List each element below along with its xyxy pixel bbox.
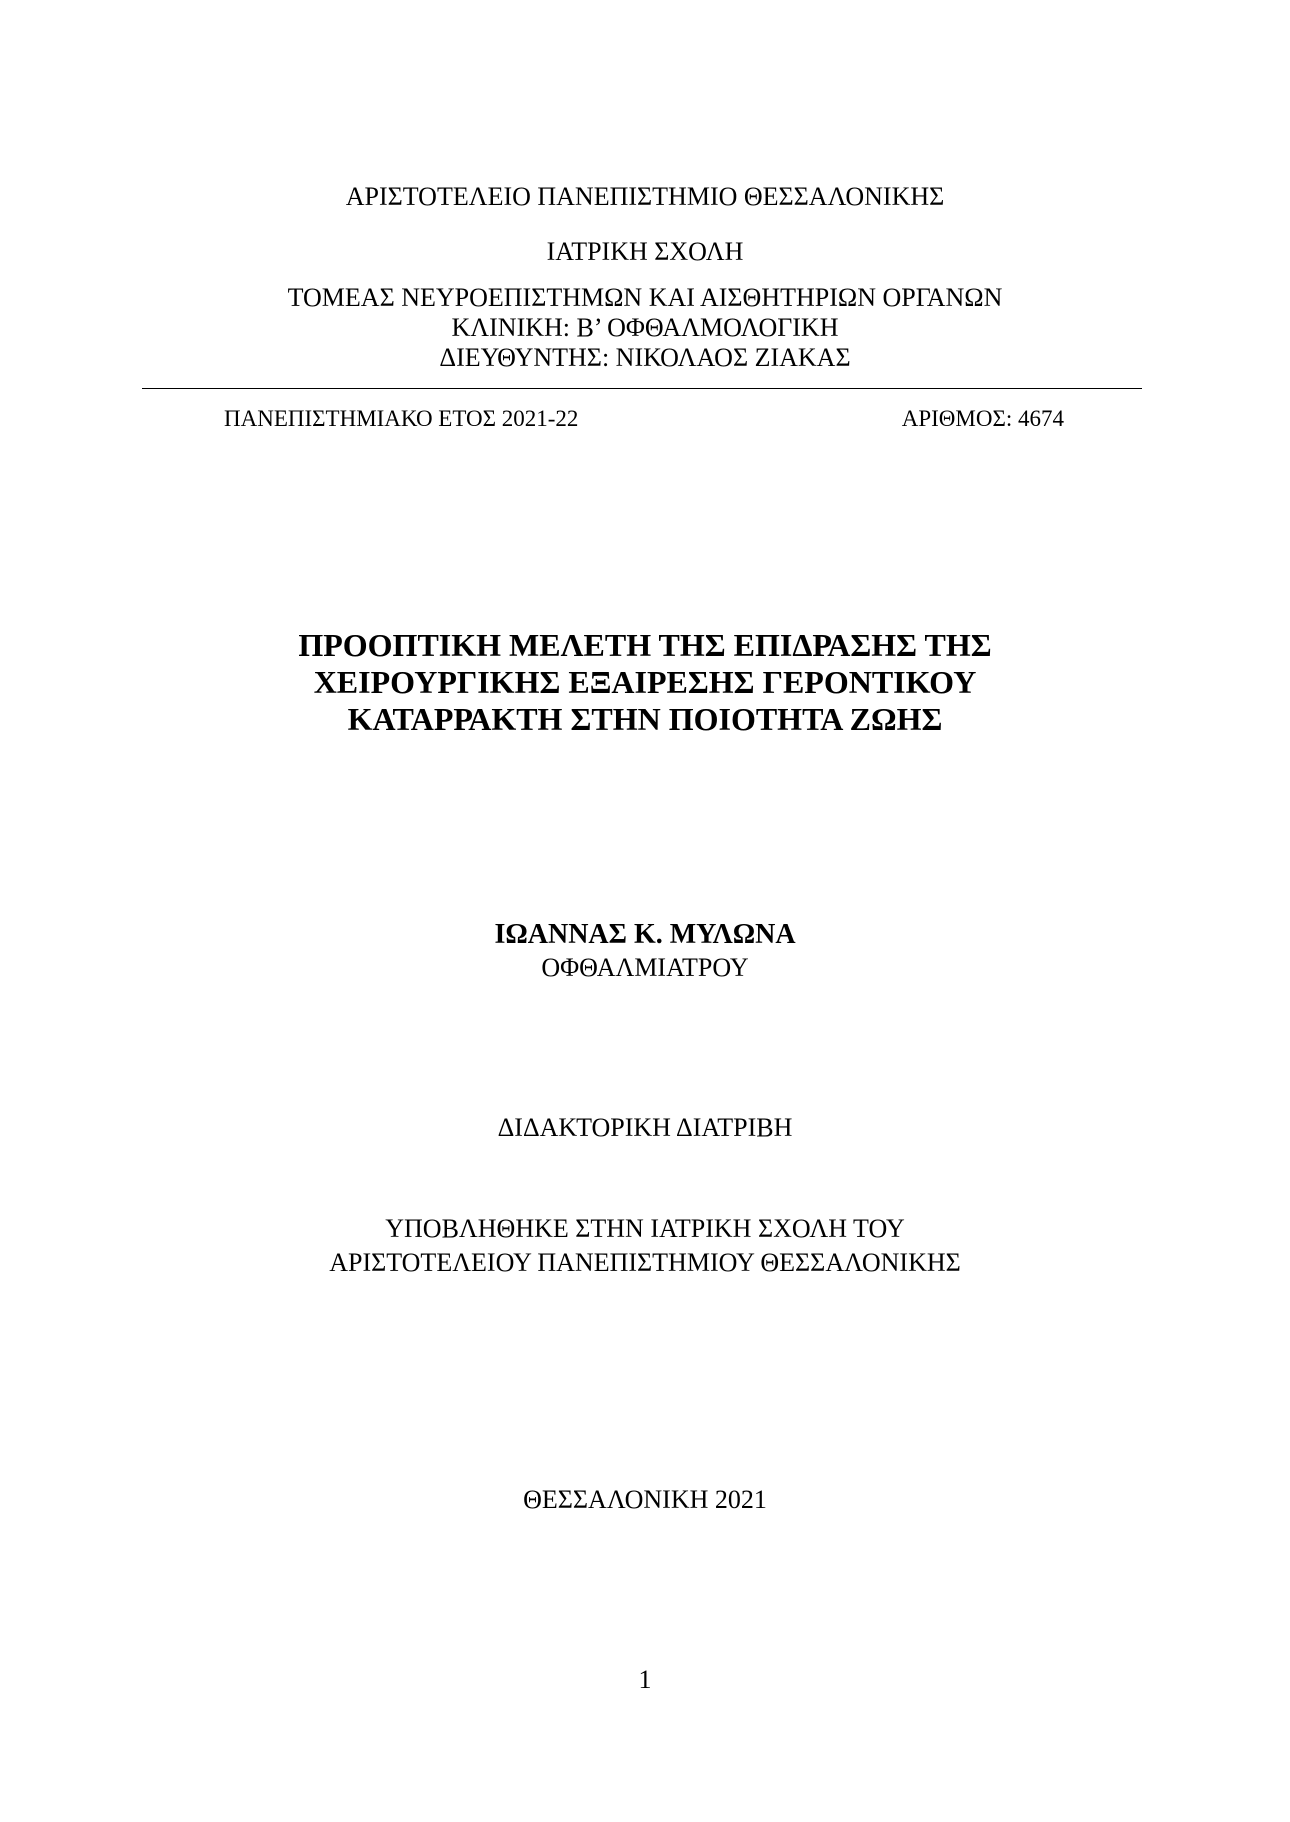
thesis-title-line: ΚΑΤΑΡΡΑΚΤΗ ΣΤΗΝ ΠΟΙΟΤΗΤΑ ΖΩΗΣ	[347, 701, 943, 737]
director-name: ΔΙΕΥΘΥΝΤΗΣ: ΝΙΚΟΛΑΟΣ ΖΙΑΚΑΣ	[439, 343, 851, 372]
author-name: ΙΩΑΝΝΑΣ Κ. ΜΥΛΩΝΑ	[494, 919, 796, 950]
author-profession: ΟΦΘΑΛΜΙΑΤΡΟΥ	[541, 953, 749, 982]
page-number: 1	[638, 1665, 652, 1694]
document-type: ΔΙΔΑΚΤΟΡΙΚΗ ΔΙΑΤΡΙΒΗ	[497, 1113, 793, 1142]
thesis-title-line: ΠΡΟΟΠΤΙΚΗ ΜΕΛΕΤΗ ΤΗΣ ΕΠΙΔΡΑΣΗΣ ΤΗΣ	[298, 627, 992, 663]
header-divider	[142, 388, 1142, 389]
clinic-name: ΚΛΙΝΙΚΗ: Β’ ΟΦΘΑΛΜΟΛΟΓΙΚΗ	[451, 313, 839, 342]
thesis-title	[0, 627, 1290, 738]
academic-year: ΠΑΝΕΠΙΣΤΗΜΙΑΚΟ ΕΤΟΣ 2021-22	[224, 406, 579, 431]
university-name: ΑΡΙΣΤΟΤΕΛΕΙΟ ΠΑΝΕΠΙΣΤΗΜΙΟ ΘΕΣΣΑΛΟΝΙΚΗΣ	[345, 182, 945, 211]
school-name: ΙΑΤΡΙΚΗ ΣΧΟΛΗ	[546, 237, 744, 266]
document-number: ΑΡΙΘΜΟΣ: 4674	[901, 406, 1064, 431]
thesis-title-line: ΧΕΙΡΟΥΡΓΙΚΗΣ ΕΞΑΙΡΕΣΗΣ ΓΕΡΟΝΤΙΚΟΥ	[313, 664, 977, 700]
submission-line-2: ΑΡΙΣΤΟΤΕΛΕΙΟΥ ΠΑΝΕΠΙΣΤΗΜΙΟΥ ΘΕΣΣΑΛΟΝΙΚΗΣ	[329, 1248, 961, 1277]
department-name: ΤΟΜΕΑΣ ΝΕΥΡΟΕΠΙΣΤΗΜΩΝ ΚΑΙ ΑΙΣΘΗΤΗΡΙΩΝ ΟΡΓΑΝΩΝ	[287, 283, 1003, 312]
place-year: ΘΕΣΣΑΛΟΝΙΚΗ 2021	[523, 1485, 767, 1514]
submission-line-1: ΥΠΟΒΛΗΘΗΚΕ ΣΤΗΝ ΙΑΤΡΙΚΗ ΣΧΟΛΗ ΤΟΥ	[385, 1214, 905, 1243]
